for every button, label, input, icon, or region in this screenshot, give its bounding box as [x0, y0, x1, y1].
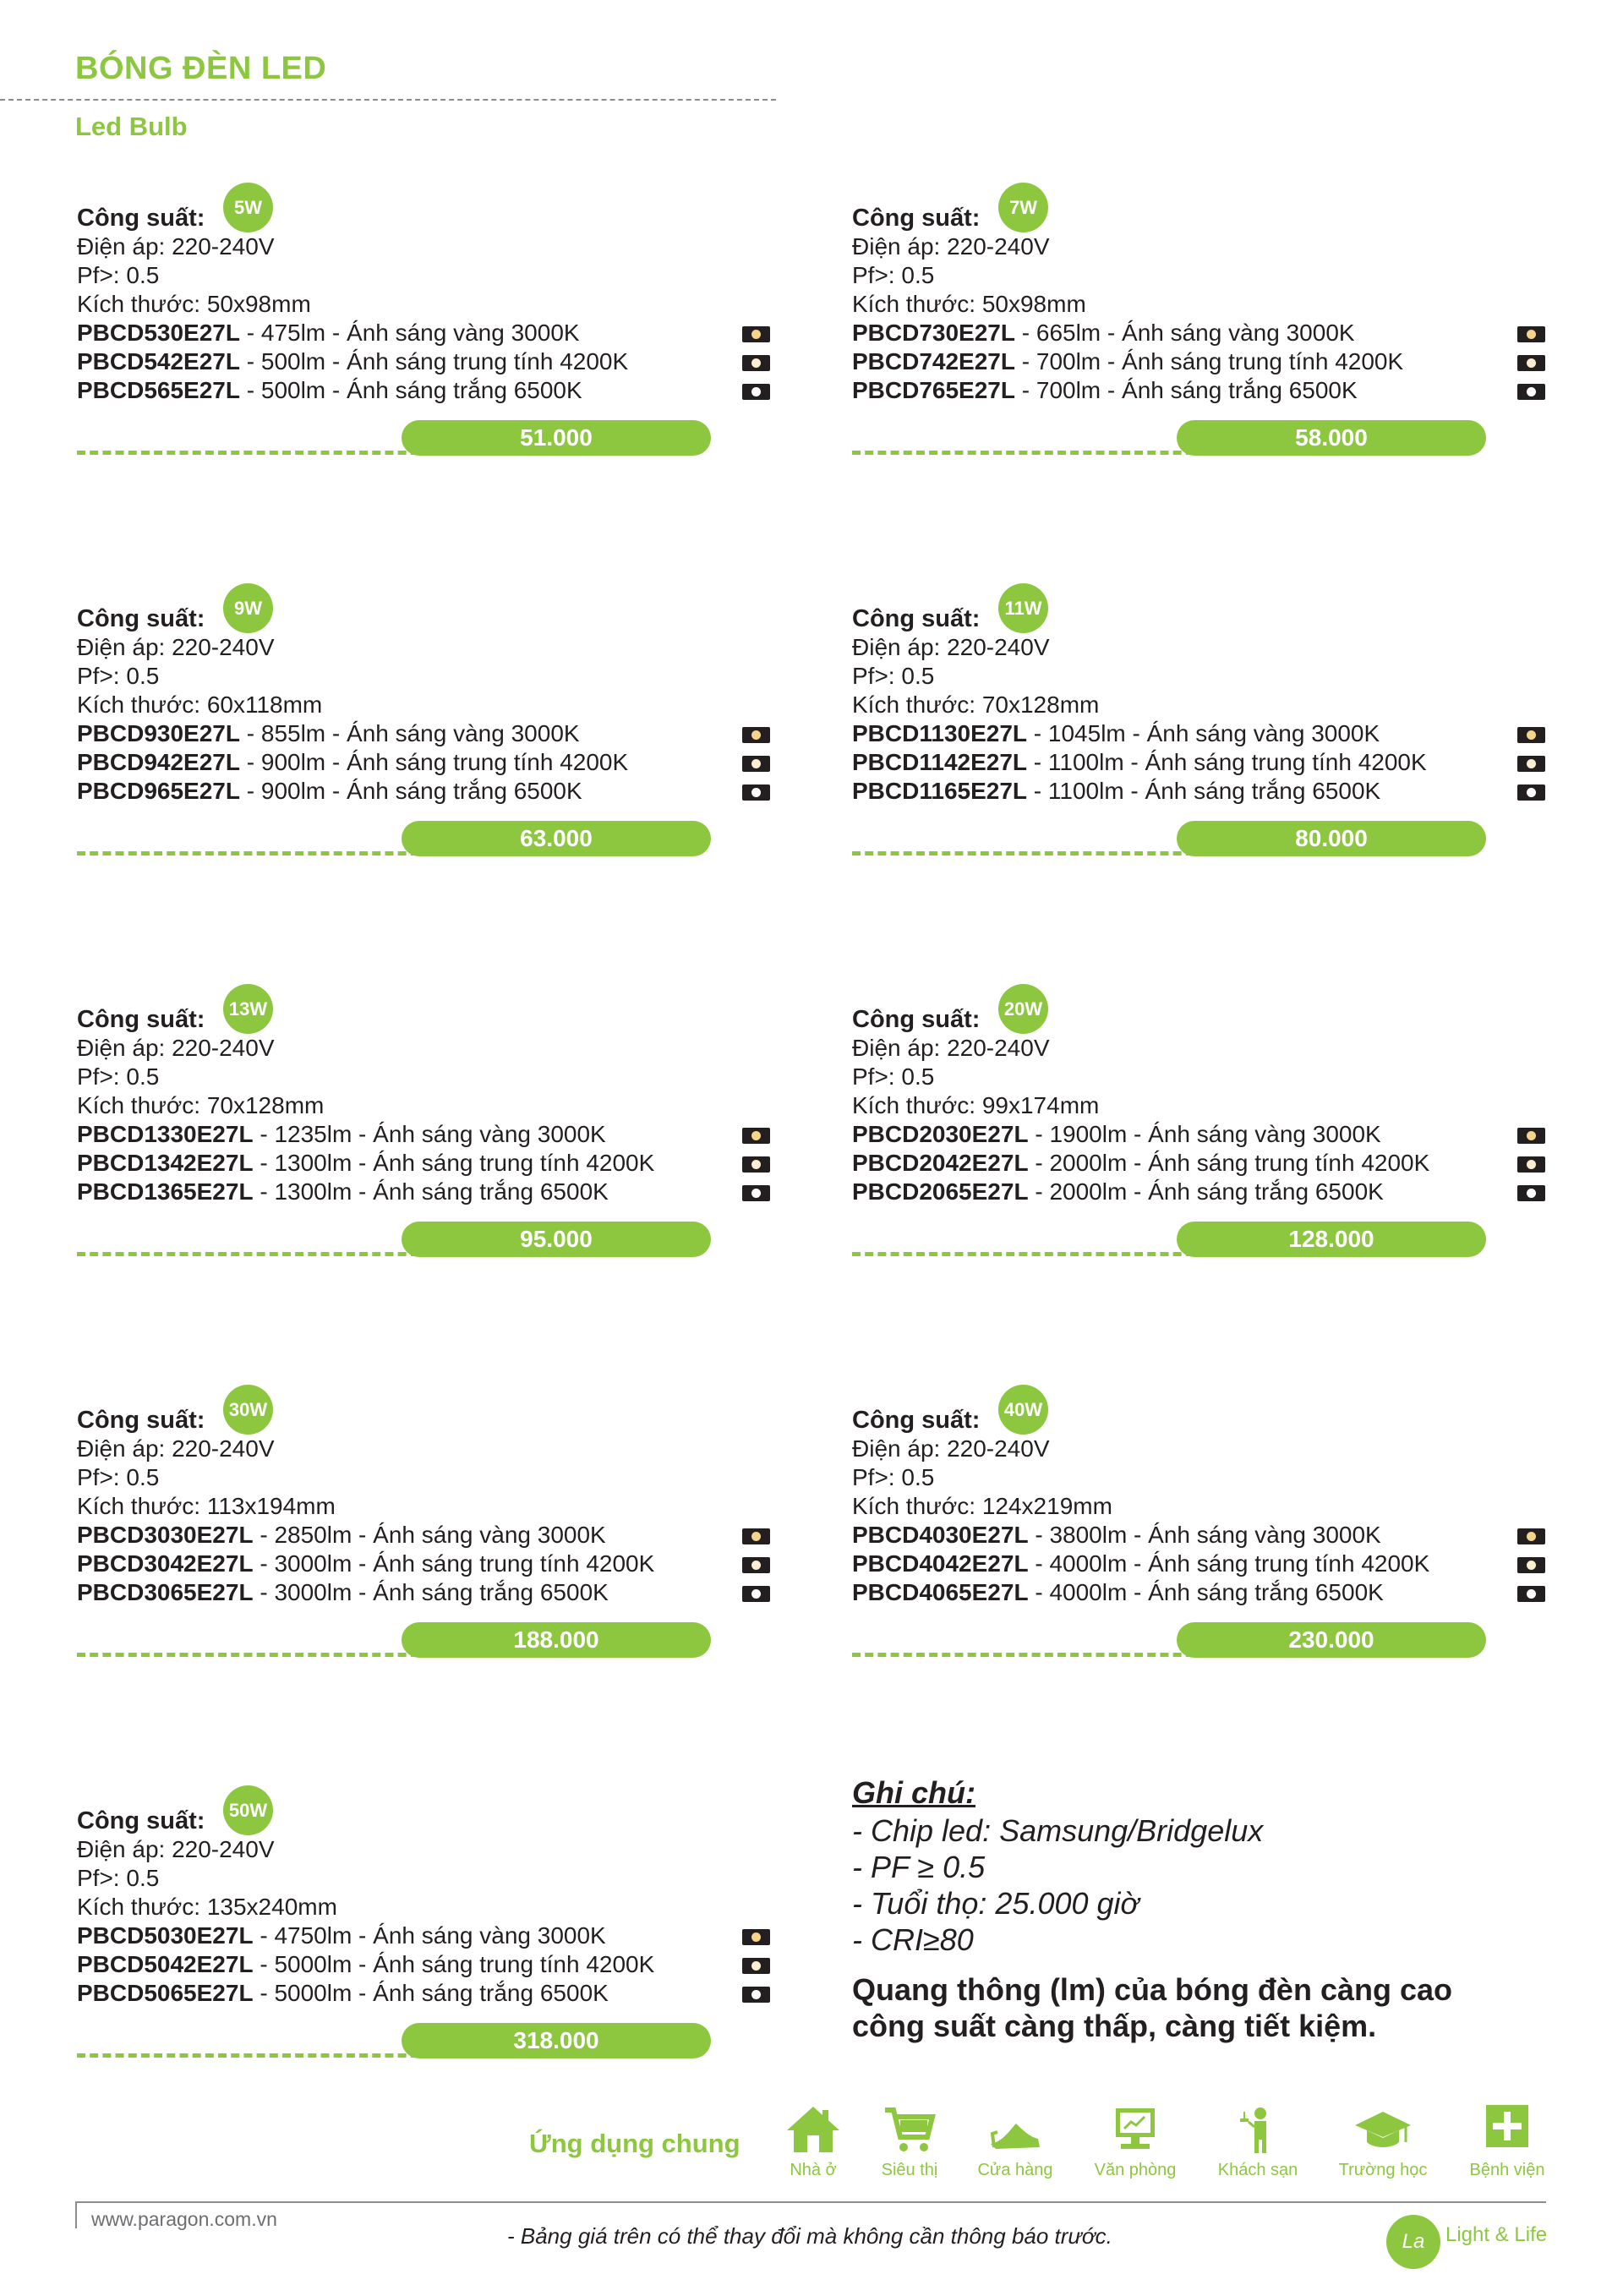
application-label: Văn phòng — [1094, 2161, 1177, 2179]
power-label: Công suất: — [852, 1407, 981, 1434]
model-row — [77, 377, 582, 404]
wattage-badge: 30W — [223, 1385, 273, 1435]
size-text — [77, 1092, 324, 1119]
size-value: 113x194mm — [206, 1493, 336, 1519]
size-label: Kích thước: — [852, 692, 982, 718]
model-row — [77, 1522, 606, 1549]
light-color-swatch — [742, 1185, 770, 1201]
light-color-swatch — [742, 756, 770, 772]
product-block — [850, 998, 1544, 1273]
model-row — [77, 348, 628, 375]
power-label: Công suất: — [77, 205, 205, 232]
size-label: Kích thước: — [77, 1092, 207, 1118]
model-code: PBCD3065E27L — [77, 1579, 254, 1605]
model-row — [77, 1550, 654, 1577]
model-description: - 1900lm - Ánh sáng vàng 3000K — [1028, 1121, 1381, 1147]
product-block — [75, 196, 768, 472]
model-description: - 4000lm - Ánh sáng trung tính 4200K — [1028, 1550, 1430, 1577]
power-factor-text: Pf>: 0.5 — [77, 1063, 160, 1090]
price-pill: 63.000 — [402, 821, 711, 856]
model-description: - 900lm - Ánh sáng trung tính 4200K — [239, 749, 629, 775]
page-subtitle: Led Bulb — [75, 112, 188, 141]
size-text — [77, 1493, 336, 1520]
note-item: - Tuổi thọ: 25.000 giờ — [852, 1886, 1139, 1921]
voltage-text: Điện áp: 220-240V — [77, 233, 275, 260]
model-row — [77, 1121, 606, 1148]
price-pill: 80.000 — [1177, 821, 1486, 856]
bellboy-icon — [1228, 2103, 1287, 2156]
statement-line: Quang thông (lm) của bóng đèn càng cao — [852, 1972, 1452, 2007]
power-factor-text: Pf>: 0.5 — [852, 663, 935, 689]
model-row — [77, 1178, 609, 1205]
wattage-badge: 11W — [998, 583, 1048, 633]
note-item: - PF ≥ 0.5 — [852, 1850, 986, 1884]
computer-icon — [1106, 2103, 1165, 2156]
model-description: - 5000lm - Ánh sáng trắng 6500K — [253, 1980, 609, 2006]
model-code: PBCD4042E27L — [852, 1550, 1029, 1577]
model-code: PBCD4030E27L — [852, 1522, 1029, 1548]
application-hotel — [1199, 2103, 1317, 2180]
light-color-swatch — [1517, 384, 1545, 400]
model-description: - 1045lm - Ánh sáng vàng 3000K — [1027, 720, 1380, 746]
application-store — [956, 2103, 1074, 2180]
size-label: Kích thước: — [77, 1493, 207, 1519]
brand-logo-icon: La — [1386, 2215, 1440, 2269]
power-factor-text: Pf>: 0.5 — [852, 1464, 935, 1490]
application-school — [1324, 2103, 1442, 2180]
size-label: Kích thước: — [852, 1092, 982, 1118]
model-row — [852, 720, 1380, 747]
size-text — [77, 1894, 337, 1921]
model-description: - 500lm - Ánh sáng trắng 6500K — [239, 377, 582, 403]
footer-divider — [75, 2201, 1546, 2203]
statement-line: công suất càng thấp, càng tiết kiệm. — [852, 2009, 1377, 2043]
light-color-swatch — [1517, 727, 1545, 743]
model-description: - 5000lm - Ánh sáng trung tính 4200K — [253, 1951, 655, 1977]
light-color-swatch — [742, 727, 770, 743]
graduation-cap-icon — [1353, 2103, 1413, 2156]
footer-divider-tick — [75, 2201, 77, 2228]
model-description: - 4000lm - Ánh sáng trắng 6500K — [1028, 1579, 1384, 1605]
product-block — [75, 1398, 768, 1674]
light-color-swatch — [1517, 1528, 1545, 1544]
size-value: 99x174mm — [981, 1092, 1100, 1118]
power-factor-text: Pf>: 0.5 — [77, 1865, 160, 1891]
page-title: BÓNG ĐÈN LED — [75, 51, 327, 86]
light-color-swatch — [742, 326, 770, 342]
model-row — [852, 1121, 1381, 1148]
light-color-swatch — [742, 1929, 770, 1945]
price-pill: 230.000 — [1177, 1622, 1486, 1658]
light-color-swatch — [742, 784, 770, 801]
light-color-swatch — [742, 1128, 770, 1144]
size-label: Kích thước: — [77, 291, 207, 317]
model-description: - 3000lm - Ánh sáng trắng 6500K — [253, 1579, 609, 1605]
size-text — [852, 1493, 1112, 1520]
application-hospital — [1448, 2103, 1566, 2180]
model-code: PBCD3030E27L — [77, 1522, 254, 1548]
model-code: PBCD5030E27L — [77, 1922, 254, 1949]
model-row — [852, 348, 1403, 375]
application-label: Nhà ở — [790, 2161, 837, 2179]
cart-icon — [880, 2103, 939, 2156]
power-label: Công suất: — [77, 605, 205, 632]
model-code: PBCD1165E27L — [852, 778, 1028, 804]
power-label: Công suất: — [77, 1407, 205, 1434]
model-row — [852, 1579, 1384, 1606]
light-color-swatch — [742, 355, 770, 371]
voltage-text: Điện áp: 220-240V — [77, 1435, 275, 1462]
model-description: - 2000lm - Ánh sáng trung tính 4200K — [1028, 1150, 1430, 1176]
applications-label: Ứng dụng chung — [529, 2129, 740, 2158]
size-value: 50x98mm — [206, 291, 311, 317]
model-row — [852, 377, 1358, 404]
model-code: PBCD1342E27L — [77, 1150, 254, 1176]
price-pill: 95.000 — [402, 1222, 711, 1257]
model-description: - 855lm - Ánh sáng vàng 3000K — [239, 720, 580, 746]
light-color-swatch — [742, 384, 770, 400]
model-code: PBCD5065E27L — [77, 1980, 254, 2006]
model-row — [77, 1922, 606, 1949]
model-code: PBCD2042E27L — [852, 1150, 1029, 1176]
light-color-swatch — [742, 1557, 770, 1573]
power-factor-text: Pf>: 0.5 — [852, 262, 935, 288]
model-description: - 2850lm - Ánh sáng vàng 3000K — [253, 1522, 606, 1548]
house-icon — [784, 2103, 843, 2156]
model-row — [77, 1579, 609, 1606]
application-label: Khách sạn — [1217, 2161, 1298, 2179]
model-code: PBCD565E27L — [77, 377, 240, 403]
light-color-swatch — [1517, 326, 1545, 342]
power-factor-text: Pf>: 0.5 — [852, 1063, 935, 1090]
product-block — [850, 196, 1544, 472]
notes-statement — [852, 1971, 1596, 2044]
light-color-swatch — [1517, 1586, 1545, 1602]
dashed-separator — [77, 1653, 432, 1657]
price-pill: 128.000 — [1177, 1222, 1486, 1257]
size-text — [852, 291, 1086, 318]
shoe-icon — [986, 2103, 1045, 2156]
wattage-badge: 40W — [998, 1385, 1048, 1435]
price-pill: 318.000 — [402, 2023, 711, 2058]
model-row — [77, 749, 628, 776]
model-code: PBCD942E27L — [77, 749, 240, 775]
note-item: - Chip led: Samsung/Bridgelux — [852, 1813, 1264, 1848]
model-description: - 900lm - Ánh sáng trắng 6500K — [239, 778, 582, 804]
dashed-separator — [77, 1252, 432, 1256]
model-code: PBCD1142E27L — [852, 749, 1028, 775]
model-code: PBCD1365E27L — [77, 1178, 254, 1205]
price-pill: 58.000 — [1177, 420, 1486, 456]
light-color-swatch — [742, 1528, 770, 1544]
model-row — [77, 1150, 654, 1177]
note-item: - CRI≥80 — [852, 1922, 974, 1957]
model-row — [852, 320, 1355, 347]
model-description: - 4750lm - Ánh sáng vàng 3000K — [253, 1922, 606, 1949]
footer-disclaimer: - Bảng giá trên có thể thay đổi mà không cần thông báo trước. — [507, 2223, 1112, 2249]
size-text — [77, 692, 322, 719]
dashed-separator — [852, 451, 1207, 455]
size-label: Kích thước: — [77, 1894, 207, 1920]
model-code: PBCD930E27L — [77, 720, 240, 746]
title-divider — [0, 99, 776, 101]
model-description: - 1235lm - Ánh sáng vàng 3000K — [253, 1121, 606, 1147]
size-value: 135x240mm — [206, 1894, 337, 1920]
dashed-separator — [852, 1252, 1207, 1256]
model-code: PBCD742E27L — [852, 348, 1015, 374]
dashed-separator — [77, 2053, 432, 2058]
wattage-badge: 13W — [223, 984, 273, 1034]
product-block — [75, 998, 768, 1273]
power-factor-text: Pf>: 0.5 — [77, 663, 160, 689]
light-color-swatch — [1517, 1156, 1545, 1173]
model-description: - 1300lm - Ánh sáng trắng 6500K — [253, 1178, 609, 1205]
dashed-separator — [852, 851, 1207, 856]
light-color-swatch — [742, 1586, 770, 1602]
model-code: PBCD2065E27L — [852, 1178, 1029, 1205]
model-description: - 2000lm - Ánh sáng trắng 6500K — [1028, 1178, 1384, 1205]
wattage-badge: 20W — [998, 984, 1048, 1034]
power-label: Công suất: — [77, 1807, 205, 1834]
light-color-swatch — [742, 1156, 770, 1173]
price-pill: 188.000 — [402, 1622, 711, 1658]
size-label: Kích thước: — [852, 1493, 982, 1519]
application-label: Trường học — [1338, 2161, 1428, 2179]
model-description: - 3000lm - Ánh sáng trung tính 4200K — [253, 1550, 655, 1577]
notes-title: Ghi chú: — [852, 1775, 975, 1810]
size-value: 124x219mm — [981, 1493, 1112, 1519]
voltage-text: Điện áp: 220-240V — [852, 1435, 1050, 1462]
model-code: PBCD530E27L — [77, 320, 240, 346]
model-row — [852, 778, 1380, 805]
size-value: 60x118mm — [206, 692, 323, 718]
size-value: 70x128mm — [206, 1092, 325, 1118]
application-label: Bệnh viện — [1469, 2161, 1545, 2179]
size-label: Kích thước: — [852, 291, 982, 317]
model-code: PBCD1130E27L — [852, 720, 1028, 746]
application-label: Siêu thị — [881, 2161, 938, 2179]
wattage-badge: 7W — [998, 183, 1048, 232]
model-row — [852, 1150, 1429, 1177]
size-value: 70x128mm — [981, 692, 1100, 718]
size-value: 50x98mm — [981, 291, 1086, 317]
model-row — [852, 749, 1427, 776]
model-row — [77, 320, 580, 347]
model-description: - 665lm - Ánh sáng vàng 3000K — [1014, 320, 1355, 346]
website-link[interactable]: www.paragon.com.vn — [91, 2208, 277, 2230]
model-row — [852, 1522, 1381, 1549]
dashed-separator — [77, 851, 432, 856]
model-description: - 475lm - Ánh sáng vàng 3000K — [239, 320, 580, 346]
product-block — [850, 1398, 1544, 1674]
model-description: - 1100lm - Ánh sáng trắng 6500K — [1027, 778, 1381, 804]
model-row — [77, 720, 580, 747]
voltage-text: Điện áp: 220-240V — [77, 1836, 275, 1862]
model-description: - 1100lm - Ánh sáng trung tính 4200K — [1027, 749, 1427, 775]
price-pill: 51.000 — [402, 420, 711, 456]
notes-panel — [852, 1774, 1596, 2044]
model-code: PBCD542E27L — [77, 348, 240, 374]
voltage-text: Điện áp: 220-240V — [77, 1035, 275, 1061]
voltage-text: Điện áp: 220-240V — [852, 233, 1050, 260]
light-color-swatch — [1517, 756, 1545, 772]
size-text — [77, 291, 311, 318]
model-code: PBCD965E27L — [77, 778, 240, 804]
application-label: Cửa hàng — [977, 2161, 1053, 2179]
model-code: PBCD730E27L — [852, 320, 1015, 346]
model-code: PBCD5042E27L — [77, 1951, 254, 1977]
light-color-swatch — [1517, 1557, 1545, 1573]
model-row — [852, 1178, 1384, 1205]
power-label: Công suất: — [77, 1006, 205, 1033]
light-color-swatch — [1517, 1185, 1545, 1201]
dashed-separator — [77, 451, 432, 455]
brand-text: Light & Life — [1445, 2223, 1548, 2246]
model-code: PBCD3042E27L — [77, 1550, 254, 1577]
wattage-badge: 50W — [223, 1785, 273, 1835]
model-row — [77, 1951, 654, 1978]
light-color-swatch — [1517, 1128, 1545, 1144]
product-block — [75, 1799, 768, 2075]
application-supermarket — [850, 2103, 969, 2180]
dashed-separator — [852, 1653, 1207, 1657]
model-description: - 3800lm - Ánh sáng vàng 3000K — [1028, 1522, 1381, 1548]
model-row — [77, 1980, 609, 2007]
voltage-text: Điện áp: 220-240V — [852, 634, 1050, 660]
light-color-swatch — [1517, 355, 1545, 371]
power-label: Công suất: — [852, 1006, 981, 1033]
model-row — [77, 778, 582, 805]
model-code: PBCD2030E27L — [852, 1121, 1029, 1147]
power-factor-text: Pf>: 0.5 — [77, 262, 160, 288]
medical-cross-icon — [1478, 2103, 1537, 2156]
light-color-swatch — [742, 1958, 770, 1974]
application-office — [1076, 2103, 1194, 2180]
model-row — [852, 1550, 1429, 1577]
model-code: PBCD4065E27L — [852, 1579, 1029, 1605]
voltage-text: Điện áp: 220-240V — [852, 1035, 1050, 1061]
model-description: - 500lm - Ánh sáng trung tính 4200K — [239, 348, 629, 374]
size-label: Kích thước: — [77, 692, 207, 718]
voltage-text: Điện áp: 220-240V — [77, 634, 275, 660]
model-code: PBCD1330E27L — [77, 1121, 254, 1147]
power-label: Công suất: — [852, 205, 981, 232]
wattage-badge: 5W — [223, 183, 273, 232]
wattage-badge: 9W — [223, 583, 273, 633]
light-color-swatch — [1517, 784, 1545, 801]
product-block — [75, 597, 768, 872]
model-description: - 700lm - Ánh sáng trung tính 4200K — [1014, 348, 1404, 374]
model-code: PBCD765E27L — [852, 377, 1015, 403]
product-block — [850, 597, 1544, 872]
power-label: Công suất: — [852, 605, 981, 632]
size-text — [852, 1092, 1099, 1119]
model-description: - 700lm - Ánh sáng trắng 6500K — [1014, 377, 1358, 403]
model-description: - 1300lm - Ánh sáng trung tính 4200K — [253, 1150, 655, 1176]
size-text — [852, 692, 1099, 719]
light-color-swatch — [742, 1987, 770, 2003]
power-factor-text: Pf>: 0.5 — [77, 1464, 160, 1490]
